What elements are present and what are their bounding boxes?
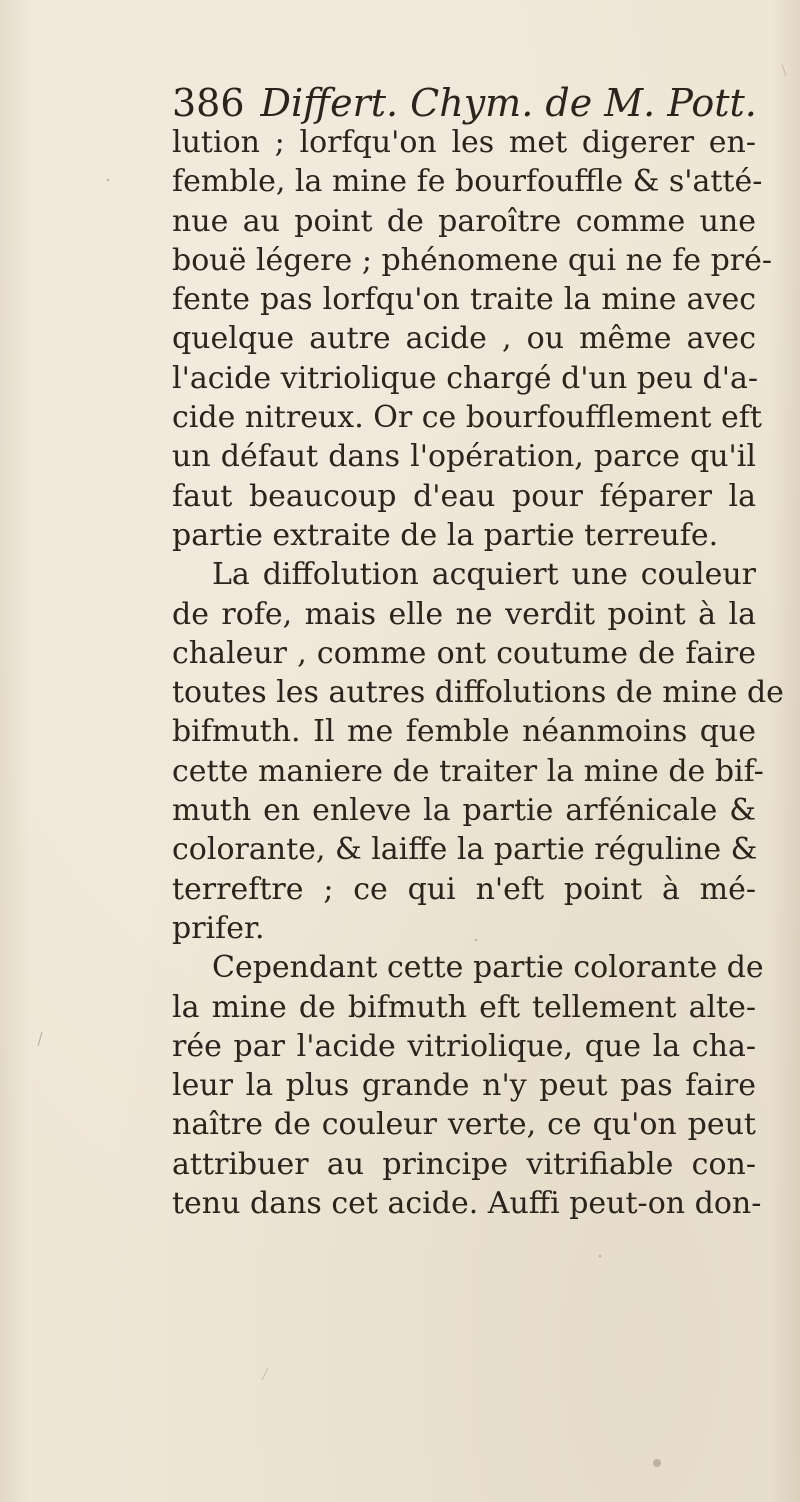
paper-speck	[653, 1459, 661, 1467]
running-title: Differt. Chym. de M. Pott.	[260, 81, 757, 125]
text-line: colorante, & laiffe la partie réguline &	[172, 832, 758, 868]
text-line: tenu dans cet acide. Auffi peut-on don-	[172, 1186, 762, 1222]
text-line: fente pas lorfqu'on traite la mine avec	[172, 282, 756, 318]
text-line: cide nitreux. Or ce bourfoufflement eft	[172, 400, 762, 436]
text-line: cette maniere de traiter la mine de bif-	[172, 753, 764, 789]
text-line: faut beaucoup d'eau pour féparer la	[172, 478, 756, 514]
text-line: naître de couleur verte, ce qu'on peut	[172, 1107, 756, 1143]
page-header	[172, 80, 757, 126]
text-line: bifmuth. Il me femble néanmoins que	[172, 714, 756, 750]
text-line: femble, la mine fe bourfouffle & s'atté-	[172, 164, 763, 200]
text-line: quelque autre acide , ou même avec	[172, 321, 756, 357]
text-line: lution ; lorfqu'on les met digerer en-	[172, 125, 756, 160]
paper-speck	[107, 179, 109, 181]
text-line: chaleur , comme ont coutume de faire	[172, 635, 756, 671]
text-line: partie extraite de la partie terreufe.	[172, 517, 719, 553]
body-text	[172, 123, 784, 1223]
text-line: nue au point de paroître comme une	[172, 203, 756, 239]
text-line: l'acide vitriolique chargé d'un peu d'a-	[172, 360, 758, 396]
text-line: un défaut dans l'opération, parce qu'il	[172, 439, 756, 475]
text-line: rée par l'acide vitriolique, que la cha-	[172, 1028, 756, 1064]
text-line: muth en enleve la partie arfénicale &	[172, 793, 756, 829]
paper-mark	[38, 1032, 42, 1046]
paper-mark	[262, 1368, 268, 1380]
text-line: de rofe, mais elle ne verdit point à la	[172, 596, 756, 632]
text-line: leur la plus grande n'y peut pas faire	[172, 1068, 756, 1104]
text-line: toutes les autres diffolutions de mine de	[172, 675, 784, 711]
text-line: bouë légere ; phénomene qui ne fe pré-	[172, 242, 773, 278]
text-line: attribuer au principe vitrifiable con-	[172, 1146, 756, 1182]
page-number: 386	[172, 81, 245, 125]
text-line: la mine de bifmuth eft tellement alte-	[172, 989, 756, 1025]
paper-speck	[599, 1255, 602, 1258]
paper-mark	[782, 64, 786, 76]
text-line: Cependant cette partie colorante de	[212, 950, 764, 986]
text-line: La diffolution acquiert une couleur	[212, 557, 756, 593]
text-line: prifer.	[172, 910, 265, 946]
text-line: terreftre ; ce qui n'eft point à mé-	[172, 871, 756, 907]
